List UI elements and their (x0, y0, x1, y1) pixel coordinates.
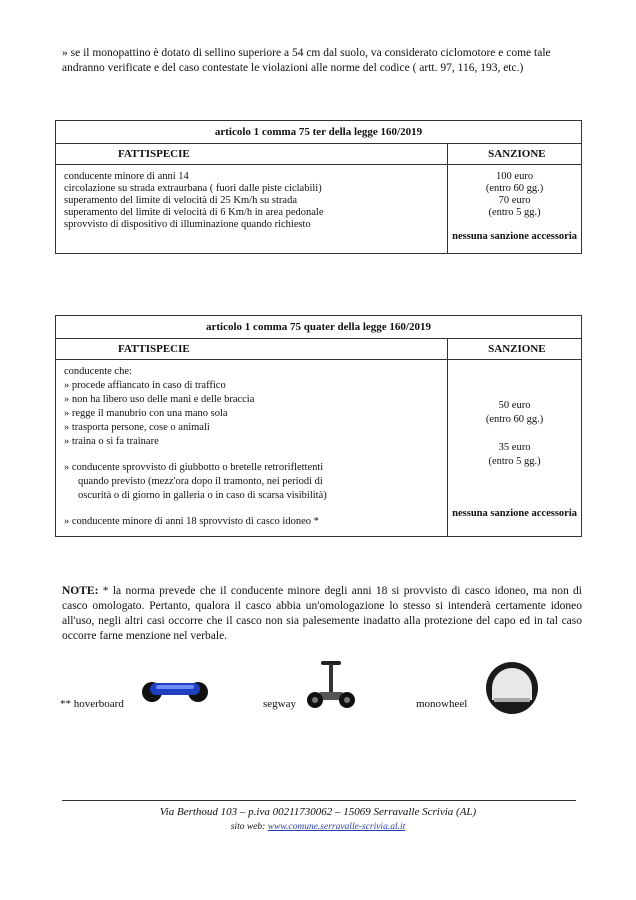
footer-address: Via Berthoud 103 – p.iva 00211730062 – 15069 Serravalle Scrivia (AL) (159, 806, 477, 818)
table1-col-sanzione: SANZIONE (448, 144, 582, 165)
violation-item: superamento del limite di velocità di 25 Km/h su strada (64, 195, 297, 206)
device-label: segway (263, 698, 296, 710)
sanction-amount: 35 euro (498, 442, 531, 453)
table-comma-75-quater (55, 315, 582, 537)
device-label: ** hoverboard (60, 698, 124, 710)
sanction-amount: 70 euro (498, 195, 531, 206)
violation-item: » regge il manubrio con una mano sola (64, 408, 228, 419)
sanction-amount: 50 euro (498, 400, 531, 411)
violation-item: » trasporta persone, cose o animali (64, 422, 210, 433)
table-comma-75-ter (55, 120, 582, 254)
table2-violations (56, 360, 448, 537)
violation-item: sprovvisto di dispositivo di illuminazione quando richiesto (64, 219, 311, 230)
violation-item: » procede affiancato in caso di traffico (64, 380, 226, 391)
violation-item: conducente minore di anni 14 (64, 171, 189, 182)
vest-violation-line: » conducente sprovvisto di giubbotto o bretelle retroriflettenti (64, 462, 324, 473)
violation-item: » traina o si fa trainare (64, 436, 159, 447)
footer-divider (62, 800, 576, 801)
helmet-violation: » conducente minore di anni 18 sprovvisto di casco idoneo * (64, 516, 319, 527)
segway-icon (306, 658, 356, 714)
violation-item: conducente che: (64, 366, 132, 377)
table2-sanctions (448, 360, 582, 537)
table2-title: articolo 1 comma 75 quater della legge 160/2019 (56, 316, 582, 339)
accessory-sanction: nessuna sanzione accessoria (452, 508, 577, 519)
sanction-deadline: (entro 5 gg.) (488, 456, 541, 467)
sanction-amount: 100 euro (496, 171, 534, 182)
table1-col-fattispecie: FATTISPECIE (56, 144, 448, 165)
accessory-sanction: nessuna sanzione accessoria (452, 231, 577, 242)
note-paragraph (62, 584, 582, 644)
sanction-deadline: (entro 60 gg.) (485, 183, 544, 194)
sanction-deadline: (entro 60 gg.) (485, 414, 544, 425)
hoverboard-caption (60, 668, 140, 712)
vest-violation-line: oscurità o di giorno in galleria o in caso di scarsa visibilità) (78, 490, 327, 501)
intro-paragraph: » se il monopattino è dotato di sellino superiore a 54 cm dal suolo, va considerato ciclomotore e come tale andranno verificate e del caso contestate le violazioni alle norme del codice ( artt. 97, 116, 193, etc.) (62, 47, 551, 74)
violation-item: superamento del limite di velocità di 6 Km/h in area pedonale (64, 207, 324, 218)
table1-violations (56, 165, 448, 254)
monowheel-icon (482, 660, 542, 716)
device-label: monowheel (416, 698, 468, 710)
footer-site-link[interactable]: www.comune.serravalle-scrivia.al.it (267, 822, 406, 832)
table2-col-fattispecie: FATTISPECIE (56, 339, 448, 360)
hoverboard-icon (140, 674, 210, 704)
note-text: * la norma prevede che il conducente minore degli anni 18 si provvisto di casco idoneo, ma non di casco omologato. Pertanto, qualora il casco abbia un'omologazione lo stesso si intenderà certamente idoneo all'uso, negli altri casi occorre che il casco non sia palesemente inadatto alla protezione del capo ed in tal caso occorre farne menzione nel verbale. (62, 585, 582, 642)
note-label: NOTE: (62, 585, 99, 597)
footer-site-label: sito web: (230, 822, 268, 832)
table2-col-sanzione: SANZIONE (448, 339, 582, 360)
table1-title: articolo 1 comma 75 ter della legge 160/2019 (56, 121, 582, 144)
vest-violation-line: quando previsto (mezz'ora dopo il tramonto, nei periodi di (78, 476, 323, 487)
footer-site (0, 822, 636, 832)
violation-item: circolazione su strada extraurbana ( fuori dalle piste ciclabili) (64, 183, 322, 194)
violation-item: » non ha libero uso delle mani e delle braccia (64, 394, 255, 405)
table1-sanctions (448, 165, 582, 254)
sanction-deadline: (entro 5 gg.) (488, 207, 541, 218)
